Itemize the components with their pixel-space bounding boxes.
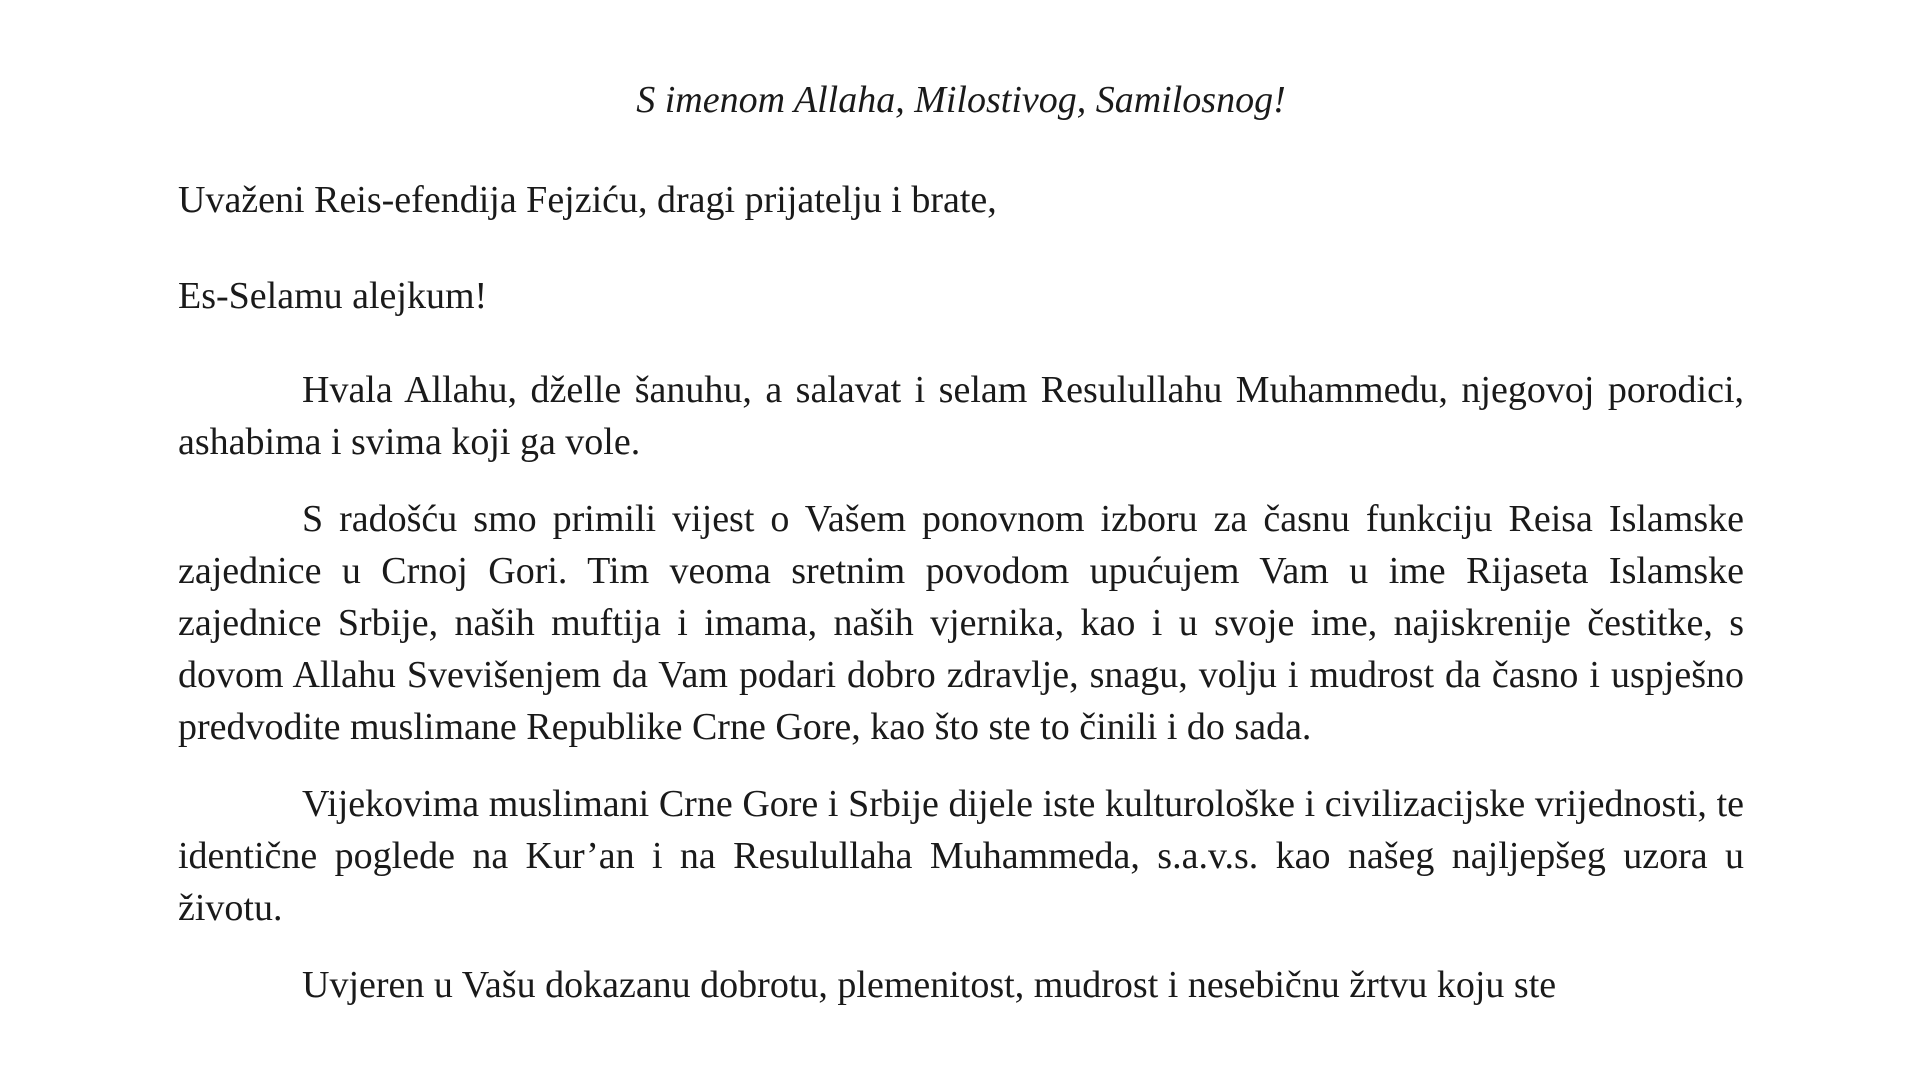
paragraph-3: Vijekovima muslimani Crne Gore i Srbije dijele iste kulturološke i civilizacijske vrijednosti, te identične poglede na Kur’an i na Resulullaha Muhammeda, s.a.v.s. kao našeg najljepšeg uzora u životu.: [178, 783, 1744, 929]
paragraph-4: Uvjeren u Vašu dokazanu dobrotu, plemenitost, mudrost i nesebičnu žrtvu koju ste: [302, 964, 1557, 1006]
letter-body: [178, 74, 1744, 1036]
paragraph-1: Hvala Allahu, dželle šanuhu, a salavat i selam Resulullahu Muhammedu, njegovoj porodici, ashabima i svima koji ga vole.: [178, 369, 1744, 463]
salutation-line: Uvaženi Reis-efendija Fejziću, dragi prijatelju i brate,: [178, 179, 997, 221]
paragraph-2: S radošću smo primili vijest o Vašem ponovnom izboru za časnu funkciju Reisa Islamske zajednice u Crnoj Gori. Tim veoma sretnim povodom upućujem Vam u ime Rijaseta Islamske zajednice Srbije, naših muftija i imama, naših vjernika, kao i u svoje ime, najiskrenije čestitke, s dovom Allahu Svevišenjem da Vam podari dobro zdravlje, snagu, volju i mudrost da časno i uspješno predvodite muslimane Republike Crne Gore, kao što ste to činili i do sada.: [178, 498, 1744, 748]
greeting-line: Es-Selamu alejkum!: [178, 275, 488, 317]
basmala-heading: S imenom Allaha, Milostivog, Samilosnog!: [636, 79, 1286, 121]
